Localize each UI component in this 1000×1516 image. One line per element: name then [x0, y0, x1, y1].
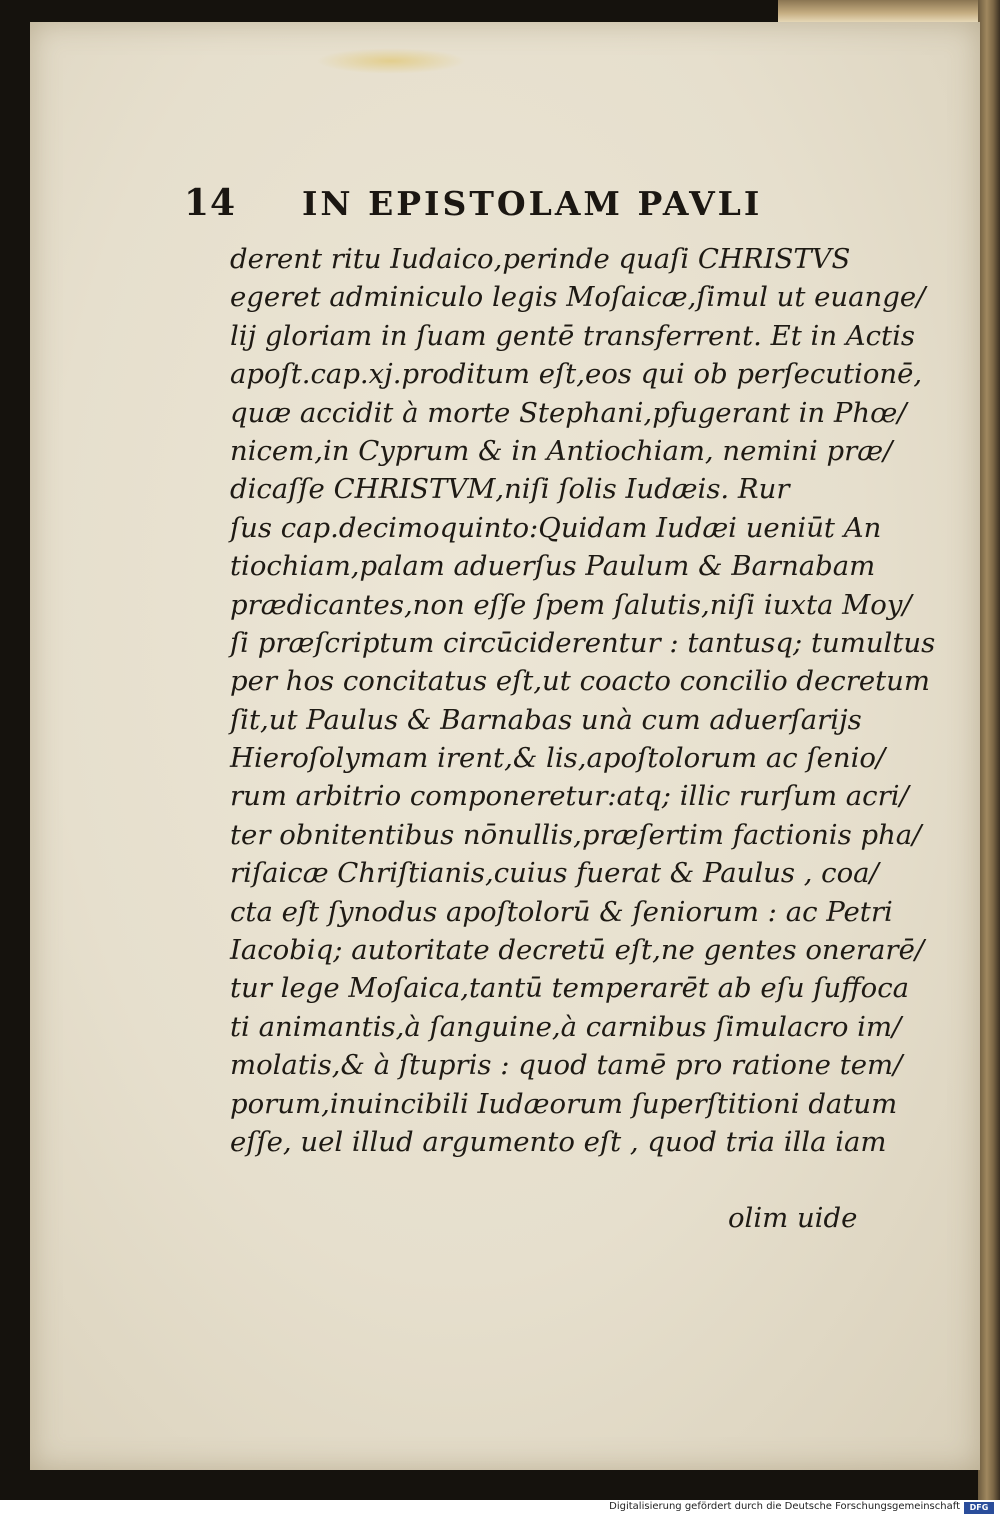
text-line: per hos concitatus eſt,ut coacto concilio decretum — [230, 665, 930, 698]
text-line: tiochiam,palam aduerſus Paulum & Barnabam — [230, 550, 876, 583]
text-line: porum,inuincibili Iudæorum ſuperſtitioni datum — [230, 1087, 898, 1120]
text-line: dicaſſe CHRISTVM,niſi ſolis Iudæis. Rur — [230, 473, 790, 506]
folio-number: 14 — [184, 182, 237, 224]
binding-spine — [978, 0, 1000, 1500]
text-line: ter obnitentibus nōnullis,præſertim factionis pha/ — [230, 818, 922, 851]
text-line: riſaicæ Chriſtianis,cuius fuerat & Paulus , coa/ — [230, 857, 879, 890]
funding-credit: Digitalisierung gefördert durch die Deutsche Forschungsgemeinschaft — [609, 1501, 960, 1512]
binding-top-edge — [778, 0, 978, 22]
text-line: nicem,in Cyprum & in Antiochiam, nemini præ/ — [230, 434, 893, 467]
text-line: quæ accidit à morte Stephani,pfugerant in Phœ/ — [230, 396, 907, 429]
text-line: molatis,& à ſtupris : quod tamē pro ratione tem/ — [230, 1049, 903, 1082]
text-line: ſi præſcriptum circūciderentur : tantusq; tumultus — [230, 626, 936, 659]
text-line: Iacobiq; autoritate decretū eſt,ne gentes onerarē/ — [230, 934, 925, 967]
running-title: IN EPISTOLAM PAVLI — [302, 184, 763, 223]
text-line: ſus cap.decimoquinto:Quidam Iudæi ueniūt An — [230, 511, 882, 544]
text-line: derent ritu Iudaico,perinde quaſi CHRISTVS — [230, 243, 851, 275]
catchword: olim uide — [728, 1202, 858, 1234]
text-line: eſſe, uel illud argumento eſt , quod tria illa iam — [230, 1125, 887, 1158]
text-line: ti animantis,à ſanguine,à carnibus ſimulacro im/ — [230, 1010, 902, 1043]
text-line: ſit,ut Paulus & Barnabas unà cum aduerſarijs — [230, 703, 862, 736]
digitization-footer — [0, 1500, 1000, 1516]
page-header — [184, 182, 844, 226]
body-text — [230, 240, 936, 1161]
text-line: prædicantes,non eſſe ſpem ſalutis,niſi iuxta Moy/ — [230, 588, 912, 621]
text-line: egeret adminiculo legis Moſaicæ,ſimul ut euange/ — [230, 281, 926, 314]
dfg-logo: DFG — [964, 1502, 994, 1514]
text-line: apoſt.cap.xj.proditum eſt,eos qui ob perſecutionē, — [230, 358, 923, 391]
text-line: lij gloriam in ſuam gentē transferrent. Et in Actis — [230, 319, 915, 352]
text-line: cta eſt ſynodus apoſtolorū & ſeniorum : ac Petri — [230, 895, 893, 928]
text-line: rum arbitrio componeretur:atq; illic rurſum acri/ — [230, 780, 909, 813]
paper-stain — [316, 48, 466, 74]
text-line: Hieroſolymam irent,& lis,apoſtolorum ac ſenio/ — [230, 742, 886, 775]
text-line: tur lege Moſaica,tantū temperarēt ab eſu ſuffoca — [230, 972, 910, 1005]
